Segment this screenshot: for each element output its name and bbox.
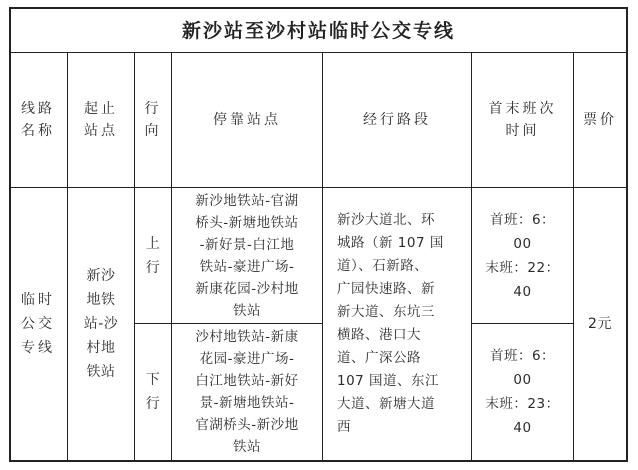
direction-down: 下 行 [145, 372, 161, 412]
times-down: 首班：6： 00 末班：23： 40 [485, 348, 560, 436]
terminals: 新沙 地铁 站-沙 村地 铁站 [83, 268, 119, 380]
table-border-right [626, 7, 628, 462]
route-table [9, 7, 628, 462]
header-route-name: 线路 名称 [21, 101, 55, 139]
table-title: 新沙站至沙村站临时公交专线 [181, 20, 455, 42]
route-name: 临时 公交 专线 [21, 292, 55, 356]
stops-down: 沙村地铁站-新康 花园-豪进广场- 白江地铁站-新好 景-新塘地铁站- 官湖桥头-新沙地 铁站 [195, 329, 299, 455]
times-up: 首班：6： 00 末班：22： 40 [485, 211, 560, 300]
header-direction: 行 向 [144, 101, 162, 139]
header-first-last-times: 首末班次 时间 [488, 101, 557, 139]
stops-up: 新沙地铁站-官湖 桥头-新塘地铁站 -新好景-白江地 铁站-豪进广场- 新康花园-沙村地 铁站 [195, 192, 299, 319]
direction-up: 上 行 [145, 235, 161, 276]
header-stops: 停靠站点 [213, 112, 281, 128]
fare-value: 2元 [588, 316, 612, 332]
header-fare: 票价 [583, 112, 617, 128]
header-route-path: 经行路段 [363, 112, 431, 128]
table-border-bottom [9, 460, 628, 462]
route-path: 新沙大道北、环 城路（新 107 国 道）、石新路、 广园快速路、新 新大道、东坑三 横路、港口大 道、广深公路 107 国道、东江 大道、新塘大道 西 [337, 212, 444, 435]
header-terminals: 起止 站点 [84, 101, 118, 139]
